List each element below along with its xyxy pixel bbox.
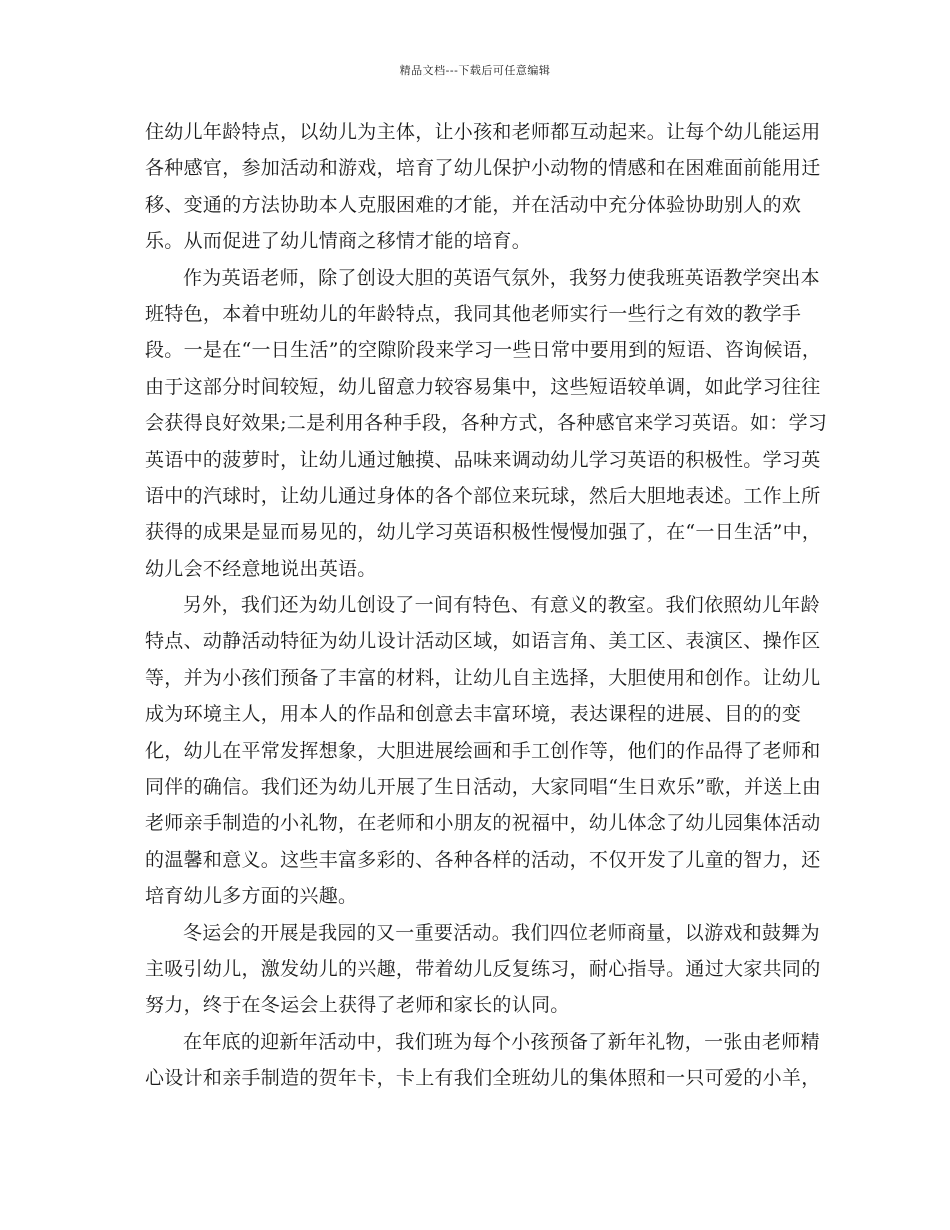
text-line: 冬运会的开展是我园的又一重要活动。我们四位老师商量，以游戏和鼓舞为 bbox=[183, 921, 820, 944]
text-line: 作为英语老师，除了创设大胆的英语气氛外，我努力使我班英语教学突出本 bbox=[183, 266, 820, 289]
text-line: 另外，我们还为幼儿创设了一间有特色、有意义的教室。我们依照幼儿年龄 bbox=[183, 594, 820, 617]
text-line: 培育幼儿多方面的兴趣。 bbox=[145, 885, 358, 908]
text-line: 化，幼儿在平常发挥想象，大胆进展绘画和手工创作等，他们的作品得了老师和 bbox=[145, 739, 821, 762]
text-line: 特点、动静活动特征为幼儿设计活动区域，如语言角、美工区、表演区、操作区 bbox=[145, 630, 821, 653]
text-line: 各种感官，参加活动和游戏，培育了幼儿保护小动物的情感和在困难面前能用迁 bbox=[145, 157, 821, 180]
paragraph-4 bbox=[145, 915, 821, 1024]
text-line: 乐。从而促进了幼儿情商之移情才能的培育。 bbox=[145, 230, 532, 253]
text-line: 获得的成果是显而易见的，幼儿学习英语积极性慢慢加强了，在“一日生活”中， bbox=[145, 521, 822, 544]
text-line: 语中的汽球时，让幼儿通过身体的各个部位来玩球，然后大胆地表述。工作上所 bbox=[145, 484, 821, 507]
paragraph-1 bbox=[145, 114, 821, 260]
paragraph-2 bbox=[145, 260, 828, 588]
paragraph-3 bbox=[145, 587, 822, 915]
text-line: 会获得良好效果;二是利用各种手段，各种方式，各种感官来学习英语。如：学习 bbox=[145, 412, 828, 435]
text-line: 老师亲手制造的小礼物，在老师和小朋友的祝福中，幼儿体念了幼儿园集体活动 bbox=[145, 812, 821, 835]
text-line: 移、变通的方法协助本人克服困难的才能，并在活动中充分体验协助别人的欢 bbox=[145, 193, 802, 216]
text-line: 在年底的迎新年活动中，我们班为每个小孩预备了新年礼物，一张由老师精 bbox=[183, 1030, 820, 1053]
text-line: 成为环境主人，用本人的作品和创意去丰富环境，表达课程的进展、目的的变 bbox=[145, 703, 802, 726]
text-line: 由于这部分时间较短，幼儿留意力较容易集中，这些短语较单调，如此学习往往 bbox=[145, 375, 821, 398]
text-line: 同伴的确信。我们还为幼儿开展了生日活动，大家同唱“生日欢乐”歌，并送上由 bbox=[145, 776, 822, 799]
text-line: 住幼儿年龄特点，以幼儿为主体，让小孩和老师都互动起来。让每个幼儿能运用 bbox=[145, 121, 821, 143]
text-line: 英语中的菠萝时，让幼儿通过触摸、品味来调动幼儿学习英语的积极性。学习英 bbox=[145, 448, 821, 471]
text-line: 段。一是在“一日生活”的空隙阶段来学习一些日常中要用到的短语、咨询候语， bbox=[145, 339, 822, 362]
page-header: 精品文档---下载后可任意编辑 bbox=[399, 64, 551, 77]
text-line: 班特色，本着中班幼儿的年龄特点，我同其他老师实行一些行之有效的教学手 bbox=[145, 302, 802, 325]
text-line: 的温馨和意义。这些丰富多彩的、各种各样的活动，不仅开发了儿童的智力，还 bbox=[145, 848, 821, 871]
text-line: 心设计和亲手制造的贺年卡，卡上有我们全班幼儿的集体照和一只可爱的小羊， bbox=[145, 1067, 821, 1090]
text-line: 等，并为小孩们预备了丰富的材料，让幼儿自主选择，大胆使用和创作。让幼儿 bbox=[145, 666, 821, 689]
document-body bbox=[145, 114, 828, 1097]
text-line: 主吸引幼儿，激发幼儿的兴趣，带着幼儿反复练习，耐心指导。通过大家共同的 bbox=[145, 957, 821, 980]
paragraph-5 bbox=[145, 1024, 821, 1097]
text-line: 幼儿会不经意地说出英语。 bbox=[145, 557, 377, 580]
text-line: 努力，终于在冬运会上获得了老师和家长的认同。 bbox=[145, 994, 570, 1017]
